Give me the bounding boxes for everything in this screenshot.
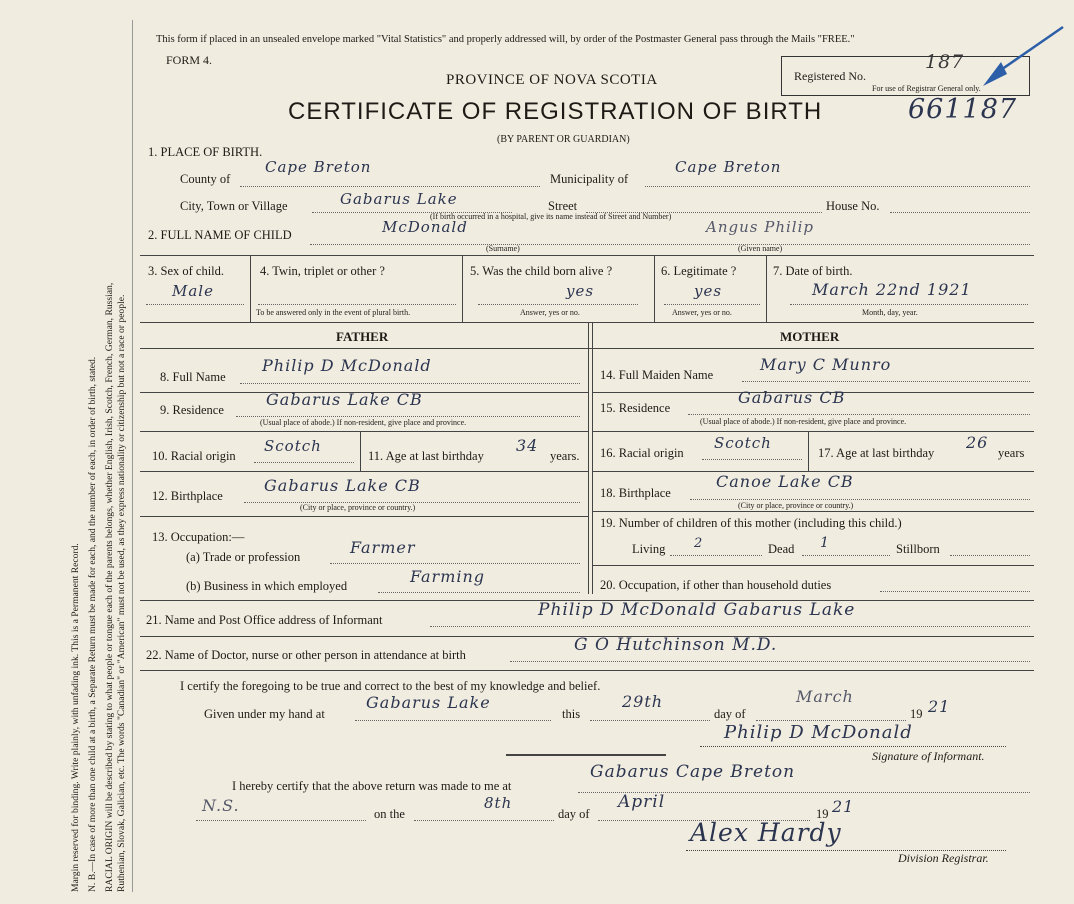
mail-notice: This form if placed in an unsealed envelope marked "Vital Statistics" and properly addressed will, by order of the Postmaster General pass through the Mails "FREE." — [156, 34, 855, 45]
county-value: Cape Breton — [265, 158, 372, 176]
child-name-line — [310, 244, 1030, 245]
mother-children-label: 19. Number of children of this mother (including this child.) — [600, 516, 902, 530]
registrar-caption: Division Registrar. — [898, 851, 989, 865]
registered-number-value: 187 — [925, 51, 965, 73]
given-year-prefix: 19 — [910, 707, 923, 721]
city-value: Gabarus Lake — [340, 190, 458, 208]
row3-top-border — [140, 255, 1034, 256]
legitimate-value: yes — [694, 282, 723, 300]
mother-age-label: 17. Age at last birthday — [818, 446, 935, 460]
given-place-line — [355, 720, 551, 721]
doctor-label: 22. Name of Doctor, nurse or other person in attendance at birth — [146, 648, 466, 662]
mother-heading: MOTHER — [780, 329, 840, 344]
given-under-label: Given under my hand at — [204, 707, 325, 721]
given-year-value: 21 — [928, 697, 951, 716]
municipality-label: Municipality of — [550, 172, 629, 186]
sex-value: Male — [172, 282, 214, 300]
father-trade-value: Farmer — [350, 538, 416, 557]
section-separator — [506, 754, 666, 756]
registrar-day-value: 8th — [484, 794, 513, 812]
born-alive-caption: Answer, yes or no. — [520, 308, 580, 317]
father-row-border-2 — [140, 431, 588, 432]
mother-row-border-2 — [592, 431, 1034, 432]
living-value: 2 — [694, 536, 704, 551]
registrar-day-of-label: day of — [558, 807, 590, 821]
father-age-years: years. — [550, 449, 580, 463]
given-month-line — [756, 720, 906, 721]
father-age-value: 34 — [516, 436, 539, 455]
living-label: Living — [632, 542, 666, 556]
certificate-subtitle: (BY PARENT OR GUARDIAN) — [497, 134, 630, 145]
legitimate-label: 6. Legitimate ? — [661, 264, 737, 278]
margin-note-multiple-births: N. B.—In case of more than one child at a birth, a Separate Return must be made for each, and the number of each, in order of birth, stated. — [87, 356, 98, 892]
given-day-value: 29th — [622, 692, 664, 711]
child-name-label: 2. FULL NAME OF CHILD — [148, 228, 292, 242]
house-number-label: House No. — [826, 199, 880, 213]
mother-occupation-line — [880, 591, 1030, 592]
dead-line — [802, 555, 890, 556]
legitimate-line — [664, 304, 760, 305]
father-trade-line — [330, 563, 580, 564]
sex-line — [146, 304, 244, 305]
given-day-of-label: day of — [714, 707, 746, 721]
born-alive-line — [478, 304, 638, 305]
child-given-name-value: Angus Philip — [706, 218, 814, 236]
mother-age-divider — [808, 431, 809, 471]
row3-divider-4 — [766, 255, 767, 322]
date-of-birth-caption: Month, day, year. — [862, 308, 918, 317]
registrar-year-value: 21 — [832, 797, 855, 816]
informant-label: 21. Name and Post Office address of Informant — [146, 613, 383, 627]
form-number: FORM 4. — [166, 53, 213, 67]
father-heading: FATHER — [336, 329, 389, 344]
father-racial-origin-value: Scotch — [264, 437, 322, 455]
father-name-value: Philip D McDonald — [262, 356, 432, 375]
mother-name-label: 14. Full Maiden Name — [600, 368, 714, 382]
registrar-year-prefix: 19 — [816, 807, 829, 821]
twin-note: To be answered only in the event of plural birth. — [256, 308, 411, 317]
margin-note-racial-origin: RACIAL ORIGIN will be described by stating to what people or tongue each of the parents belongs, whether English, Irish, Scotch, French, German, Russian, — [104, 282, 115, 892]
mother-racial-origin-label: 16. Racial origin — [600, 446, 684, 460]
on-the-label: on the — [374, 807, 405, 821]
doctor-value: G O Hutchinson M.D. — [574, 635, 778, 655]
hospital-note: (If birth occurred in a hospital, give its name instead of Street and Number) — [430, 212, 672, 221]
father-birthplace-label: 12. Birthplace — [152, 489, 223, 503]
mother-birthplace-value: Canoe Lake CB — [716, 472, 854, 491]
father-row-border-4 — [140, 516, 588, 517]
registrar-day-line — [414, 820, 554, 821]
city-label: City, Town or Village — [180, 199, 288, 213]
municipality-value: Cape Breton — [675, 158, 782, 176]
legitimate-caption: Answer, yes or no. — [672, 308, 732, 317]
stillborn-line — [950, 555, 1030, 556]
parents-divider-right — [592, 322, 593, 594]
registered-number-label: Registered No. — [794, 69, 866, 83]
handwritten-registration-number: 661187 — [908, 94, 1018, 125]
father-residence-label: 9. Residence — [160, 403, 224, 417]
row3-bottom-border — [140, 322, 1034, 323]
stillborn-label: Stillborn — [896, 542, 940, 556]
dead-value: 1 — [820, 535, 830, 551]
margin-note-binding: Margin reserved for binding. Write plainly, with unfading ink. This is a Permanent Record. — [70, 543, 81, 892]
certificate-title: CERTIFICATE OF REGISTRATION OF BIRTH — [288, 98, 823, 125]
informant-signature: Philip D McDonald — [724, 722, 913, 743]
twin-line — [258, 304, 456, 305]
given-day-line — [590, 720, 710, 721]
father-racial-origin-line — [254, 462, 354, 463]
father-occupation-label: 13. Occupation:— — [152, 530, 245, 544]
doctor-border — [140, 670, 1034, 671]
twin-label: 4. Twin, triplet or other ? — [260, 264, 385, 278]
informant-signature-caption: Signature of Informant. — [872, 749, 985, 763]
father-age-divider — [360, 431, 361, 471]
place-of-birth-heading: 1. PLACE OF BIRTH. — [148, 145, 263, 159]
father-name-label: 8. Full Name — [160, 370, 226, 384]
parents-heading-border — [140, 348, 1034, 349]
father-business-line — [378, 592, 580, 593]
informant-signature-line — [700, 746, 1006, 747]
dead-label: Dead — [768, 542, 795, 556]
mother-name-value: Mary C Munro — [760, 355, 892, 374]
mother-birthplace-note: (City or place, province or country.) — [738, 501, 854, 510]
street-label: Street — [548, 199, 578, 213]
surname-caption: (Surname) — [486, 244, 520, 253]
certification-text: I certify the foregoing to be true and correct to the best of my knowledge and belief. — [180, 679, 601, 693]
blue-check-mark-icon — [975, 24, 1067, 96]
father-business-value: Farming — [410, 567, 486, 586]
registrar-general-note: For use of Registrar General only. — [872, 84, 981, 93]
mother-residence-value: Gabarus CB — [738, 388, 846, 407]
margin-note-racial-origin-cont: Ruthenian, Slovak, Galician, etc. The words "Canadian" or "American" must not be used, as they express nationality or citizenship but not a race or people. — [116, 294, 127, 892]
father-residence-value: Gabarus Lake CB — [266, 390, 423, 409]
registrar-place-value: Gabarus Cape Breton — [590, 762, 796, 782]
registrar-province-value: N.S. — [202, 796, 240, 815]
county-label: County of — [180, 172, 231, 186]
father-birthplace-note: (City or place, province or country.) — [300, 503, 416, 512]
mother-row-border-4 — [592, 511, 1034, 512]
row3-divider-3 — [654, 255, 655, 322]
municipality-line — [645, 186, 1030, 187]
given-place-value: Gabarus Lake — [366, 693, 491, 712]
row3-divider-2 — [462, 255, 463, 322]
mother-name-line — [742, 381, 1030, 382]
mother-residence-line — [688, 414, 1030, 415]
informant-line — [430, 626, 1030, 627]
this-label: this — [562, 707, 581, 721]
mother-birthplace-label: 18. Birthplace — [600, 486, 671, 500]
mother-row-border-5 — [592, 565, 1034, 566]
father-name-line — [240, 383, 580, 384]
mother-occupation-label: 20. Occupation, if other than household duties — [600, 578, 832, 592]
child-surname-value: McDonald — [382, 218, 468, 236]
date-of-birth-value: March 22nd 1921 — [812, 280, 972, 299]
sex-label: 3. Sex of child. — [148, 264, 225, 278]
registrar-province-line — [196, 820, 366, 821]
born-alive-value: yes — [566, 282, 595, 300]
parents-divider-left — [588, 322, 589, 594]
living-line — [670, 555, 762, 556]
given-name-caption: (Given name) — [738, 244, 783, 253]
given-month-value: March — [796, 687, 854, 706]
informant-value: Philip D McDonald Gabarus Lake — [538, 600, 856, 620]
mother-racial-origin-line — [702, 459, 802, 460]
house-number-line — [890, 212, 1030, 213]
father-residence-note: (Usual place of abode.) If non-resident, give place and province. — [260, 418, 467, 427]
mother-birthplace-line — [690, 499, 1030, 500]
registrar-text: I hereby certify that the above return was made to me at — [232, 779, 512, 793]
county-line — [240, 186, 540, 187]
father-trade-label: (a) Trade or profession — [186, 550, 301, 564]
doctor-line — [510, 661, 1030, 662]
registrar-signature: Alex Hardy — [690, 818, 842, 847]
mother-age-years: years — [998, 446, 1025, 460]
father-residence-line — [236, 416, 580, 417]
mother-racial-origin-value: Scotch — [714, 434, 772, 452]
father-age-label: 11. Age at last birthday — [368, 449, 484, 463]
born-alive-label: 5. Was the child born alive ? — [470, 264, 613, 278]
province-heading: PROVINCE OF NOVA SCOTIA — [446, 72, 658, 88]
mother-age-value: 26 — [966, 433, 989, 452]
father-row-border-3 — [140, 471, 588, 472]
registrar-month-value: April — [618, 792, 666, 812]
father-racial-origin-label: 10. Racial origin — [152, 449, 236, 463]
father-birthplace-value: Gabarus Lake CB — [264, 476, 421, 495]
date-of-birth-label: 7. Date of birth. — [773, 264, 853, 278]
binding-margin-line — [132, 20, 133, 892]
row3-divider-1 — [250, 255, 251, 322]
mother-residence-note: (Usual place of abode.) If non-resident, give place and province. — [700, 417, 907, 426]
mother-residence-label: 15. Residence — [600, 401, 671, 415]
father-business-label: (b) Business in which employed — [186, 579, 348, 593]
date-of-birth-line — [790, 304, 1028, 305]
